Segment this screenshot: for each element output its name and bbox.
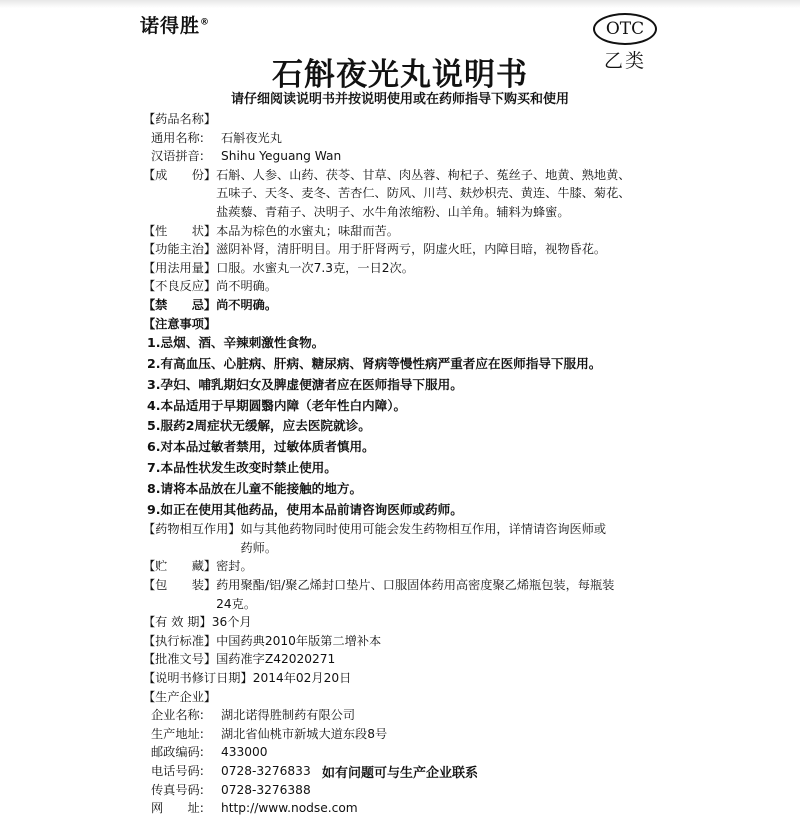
precaution-item: 1.忌烟、酒、辛辣刺激性食物。 bbox=[147, 335, 325, 351]
packaging-label: 【包 装】 bbox=[143, 578, 217, 593]
precaution-item: 6.对本品过敏者禁用，过敏体质者慎用。 bbox=[147, 439, 375, 455]
footer-contact-note: 如有问题可与生产企业联系 bbox=[321, 766, 478, 781]
adverse-value: 尚不明确。 bbox=[216, 279, 278, 294]
contraindications-row bbox=[143, 296, 663, 315]
validity-value: 36个月 bbox=[211, 615, 252, 630]
indications-label: 【功能主治】 bbox=[143, 242, 217, 257]
storage-value: 密封。 bbox=[216, 559, 253, 574]
revision-row bbox=[143, 669, 663, 688]
precautions-label: 【注意事项】 bbox=[143, 316, 217, 331]
packaging-row bbox=[143, 576, 663, 613]
fax-value: 0728-3276388 bbox=[221, 782, 311, 797]
validity-label: 【有 效 期】 bbox=[143, 615, 212, 630]
revision-value: 2014年02月20日 bbox=[252, 671, 352, 686]
interactions-text bbox=[241, 520, 664, 557]
page-subtitle: 请仔细阅读说明书并按说明使用或在药师指导下购买和使用 bbox=[230, 92, 569, 107]
standard-row bbox=[143, 632, 663, 651]
company-name-value: 湖北诺得胜制药有限公司 bbox=[221, 708, 356, 723]
generic-name-row bbox=[143, 129, 663, 148]
brand-logo bbox=[140, 11, 210, 38]
precaution-item: 8.请将本品放在儿童不能接触的地方。 bbox=[147, 480, 363, 496]
precaution-item: 3.孕妇、哺乳期妇女及脾虚便溏者应在医师指导下服用。 bbox=[147, 376, 463, 392]
fax-row bbox=[143, 781, 663, 800]
drug-name-heading-row bbox=[143, 110, 663, 129]
drug-name-heading: 【药品名称】 bbox=[143, 112, 217, 126]
website-value: http://www.nodse.com bbox=[221, 801, 358, 816]
address-row bbox=[143, 725, 663, 744]
packaging-line: 药用聚酯/铝/聚乙烯封口垫片、口服固体药用高密度聚乙烯瓶包装，每瓶装 bbox=[216, 578, 615, 593]
phone-label: 电话号码: bbox=[151, 764, 204, 779]
precaution-item: 4.本品适用于早期圆翳内障（老年性白内障）。 bbox=[147, 397, 407, 413]
leaflet-body bbox=[143, 110, 663, 818]
postcode-row bbox=[143, 743, 663, 762]
approval-label: 【批准文号】 bbox=[143, 652, 217, 667]
ingredients-line: 五味子、天冬、麦冬、苦杏仁、防风、川芎、麸炒枳壳、黄连、牛膝、菊花、 bbox=[216, 186, 631, 201]
approval-row bbox=[143, 650, 663, 669]
precaution-item: 7.本品性状发生改变时禁止使用。 bbox=[147, 459, 337, 475]
precaution-item: 9.如正在使用其他药品，使用本品前请咨询医师或药师。 bbox=[147, 501, 463, 517]
precautions-list bbox=[143, 333, 663, 520]
address-value: 湖北省仙桃市新城大道东段8号 bbox=[221, 726, 388, 741]
otc-badge: OTC bbox=[593, 13, 657, 45]
pinyin-value: Shihu Yeguang Wan bbox=[221, 149, 342, 164]
ingredients-row bbox=[143, 166, 663, 222]
website-row bbox=[143, 799, 663, 818]
pinyin-row bbox=[143, 147, 663, 166]
brand-name: 诺得胜 bbox=[140, 15, 201, 37]
interactions-line: 药师。 bbox=[240, 540, 278, 555]
postcode-label: 邮政编码: bbox=[151, 745, 204, 760]
properties-label: 【性 状】 bbox=[143, 223, 217, 238]
standard-label: 【执行标准】 bbox=[143, 633, 217, 648]
interactions-label: 【药物相互作用】 bbox=[143, 522, 241, 537]
generic-name-value: 石斛夜光丸 bbox=[221, 130, 282, 145]
adverse-label: 【不良反应】 bbox=[143, 279, 217, 294]
interactions-line: 如与其他药物同时使用可能会发生药物相互作用，详情请咨询医师或 bbox=[240, 522, 607, 537]
packaging-line: 24克。 bbox=[216, 596, 257, 611]
phone-value: 0728-3276833 bbox=[221, 764, 311, 779]
postcode-value: 433000 bbox=[221, 745, 268, 760]
contraindications-value: 尚不明确。 bbox=[216, 297, 278, 312]
fax-label: 传真号码: bbox=[151, 782, 204, 797]
manufacturer-heading-row bbox=[143, 688, 663, 707]
packaging-text bbox=[216, 576, 663, 613]
precautions-heading-row bbox=[143, 315, 663, 334]
address-label: 生产地址: bbox=[151, 726, 204, 741]
precaution-item: 5.服药2周症状无缓解，应去医院就诊。 bbox=[147, 418, 371, 434]
precaution-item: 2.有高血压、心脏病、肝病、糖尿病、肾病等慢性病严重者应在医师指导下服用。 bbox=[147, 355, 602, 371]
interactions-row bbox=[143, 520, 663, 557]
properties-row bbox=[143, 222, 663, 241]
indications-row bbox=[143, 240, 663, 259]
ingredients-line: 盐蒺藜、青葙子、决明子、水牛角浓缩粉、山羊角。辅料为蜂蜜。 bbox=[216, 204, 570, 219]
indications-value: 滋阴补肾，清肝明目。用于肝肾两亏，阴虚火旺，内障目暗，视物昏花。 bbox=[216, 242, 607, 257]
otc-category: 乙类 bbox=[603, 50, 646, 72]
company-name-row bbox=[143, 706, 663, 725]
standard-value: 中国药典2010年版第二增补本 bbox=[216, 633, 382, 648]
page-title: 石斛夜光丸说明书 bbox=[272, 57, 528, 93]
company-name-label: 企业名称: bbox=[151, 708, 204, 723]
dosage-value: 口服。水蜜丸一次7.3克，一日2次。 bbox=[216, 260, 414, 275]
validity-row bbox=[143, 613, 663, 632]
ingredients-text bbox=[216, 166, 663, 222]
revision-label: 【说明书修订日期】 bbox=[143, 671, 253, 686]
contraindications-label: 【禁 忌】 bbox=[143, 297, 217, 312]
generic-name-label: 通用名称: bbox=[151, 130, 204, 145]
dosage-row bbox=[143, 259, 663, 278]
pinyin-label: 汉语拼音: bbox=[151, 149, 204, 164]
storage-label: 【贮 藏】 bbox=[143, 559, 217, 574]
dosage-label: 【用法用量】 bbox=[143, 260, 217, 275]
ingredients-line: 石斛、人参、山药、茯苓、甘草、肉丛蓉、枸杞子、菟丝子、地黄、熟地黄、 bbox=[216, 167, 631, 182]
approval-value: 国药准字Z42020271 bbox=[216, 652, 336, 667]
adverse-row bbox=[143, 277, 663, 296]
website-label: 网 址: bbox=[151, 801, 204, 816]
registered-mark: ® bbox=[200, 17, 211, 28]
manufacturer-heading: 【生产企业】 bbox=[143, 689, 217, 704]
ingredients-label: 【成 份】 bbox=[143, 167, 217, 182]
properties-value: 本品为棕色的水蜜丸；味甜而苦。 bbox=[216, 223, 399, 238]
scan-top-edge bbox=[0, 0, 800, 8]
storage-row bbox=[143, 557, 663, 576]
